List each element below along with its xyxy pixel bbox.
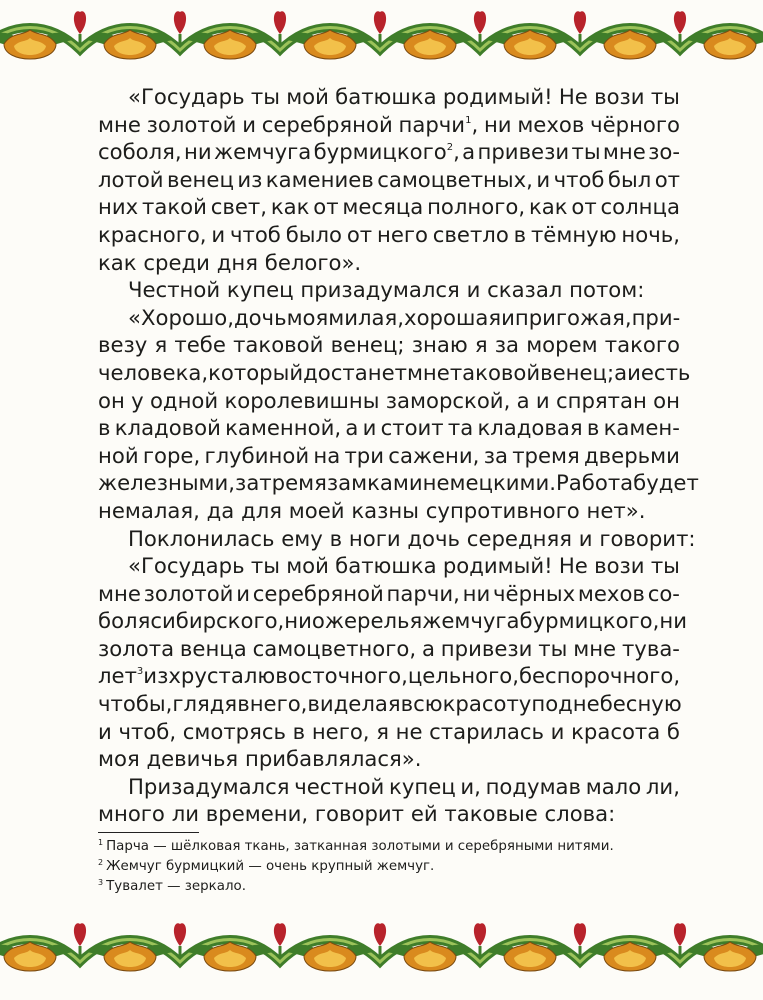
word: моя [98,746,140,772]
word: мне [602,139,646,165]
word: батюшка [335,553,437,579]
word: у [131,387,144,413]
word: за [494,332,520,358]
word: заморской, [385,387,511,413]
word: из [237,166,263,192]
word: и [466,277,481,303]
text-line [98,800,680,828]
word: жемчуга [422,608,520,634]
word: железными, [98,470,236,496]
word: камениев [265,166,374,192]
word: родимый! [442,553,553,579]
word: старилась [429,718,544,744]
word: а [421,635,435,661]
word: и [550,718,565,744]
word: него, [311,718,370,744]
footnote [98,857,678,877]
word: моей [288,497,345,523]
word: всю [400,691,443,717]
word: мне [406,359,450,385]
word: призадумался [300,277,460,303]
footnote-text: Парча — шёлковая ткань, затканная золотыми и серебряными нитями. [106,839,614,854]
word: от [571,194,597,220]
footnote-ref: 3 [136,666,144,678]
word: мехов [517,111,585,137]
text-line [98,745,680,773]
word: он [98,387,125,413]
word: казны [351,497,419,523]
word: на [313,442,341,468]
word: три [344,442,385,468]
word: чтоб [229,221,281,247]
word: Работа [556,470,634,496]
tulip-bud [374,11,386,34]
word: в [98,415,111,441]
word: есть [640,359,691,385]
word: сибирского, [150,608,285,634]
word: в [586,415,600,441]
text-line [98,221,680,249]
top-ornament-border [0,0,763,80]
tulip-bud [74,923,86,946]
word: купец [389,773,456,799]
word: родимый! [442,84,553,109]
word: серебряной [261,111,393,137]
word: венец; [330,332,405,358]
word: сажени, [388,442,480,468]
word: а [462,139,476,165]
tulip-bud [174,923,186,946]
flower-motif [286,11,386,59]
word: я [376,718,389,744]
footnote-text: Тувалет — зеркало. [106,879,246,894]
word: кладовой [114,415,221,441]
tulip-bud [174,11,186,34]
text-line [98,497,680,525]
word: знаю [411,332,468,358]
word: венец [167,166,234,192]
text-line [98,690,680,718]
text-line [98,387,680,415]
word: ты [650,84,680,109]
flower-motif [586,923,686,971]
text-line [98,552,680,580]
word: немалая, [98,497,200,523]
word: глубиной [204,442,310,468]
word: мой [286,553,329,579]
word: морем [526,332,598,358]
word: мне [98,580,141,606]
word: ни [284,608,312,634]
word: я [474,332,488,358]
word: белого». [264,249,362,275]
flower-motif [486,923,586,971]
word: а [614,359,628,385]
word: как [270,194,310,220]
word: такого [604,332,680,358]
word: красного, [98,221,207,247]
text-line [98,193,680,221]
text-line [98,414,680,442]
word: ли, [645,773,680,799]
word: дверьми [584,442,680,468]
word: вози [594,84,645,109]
word: Не [558,553,588,579]
word: а [516,387,530,413]
text-line [98,111,680,139]
word: них [98,194,139,220]
word: не [395,718,423,744]
word: солнца [600,194,680,220]
word: чтоб [553,166,605,192]
word: ты [538,635,568,661]
word: тебе [174,332,226,358]
word: будет [633,470,699,496]
tulip-bud [674,11,686,34]
word: полного, [427,194,526,220]
flower-motif [0,923,86,971]
tulip-bud [274,11,286,34]
word: венец; [540,359,615,385]
word: со- [647,580,680,606]
tulip-bud [474,11,486,34]
word: прибавлялася». [244,746,422,772]
word: пригожая, [514,304,632,330]
word: б [666,718,680,744]
word: ему [281,525,323,551]
word: ни [462,580,491,606]
word: середняя [466,525,572,551]
word: чёрных [493,580,576,606]
word: золотой [146,111,237,137]
word: как [98,249,137,275]
word: и [211,221,226,247]
footnote-number: 3 [98,878,104,887]
footnote-number: 2 [98,858,104,867]
word: ной [98,442,139,468]
footnotes [98,837,678,897]
text-line [98,525,696,553]
word: чтобы, [98,691,173,717]
word: тремя [259,470,327,496]
word: да [206,497,235,523]
word: достанет [303,359,407,385]
word: «Хорошо, [128,304,234,330]
word: тёмную [530,221,617,247]
word: восточного, [275,663,408,689]
text-line [98,773,680,801]
word: слова: [544,801,616,827]
word: смотрясь [182,718,286,744]
word: нет». [586,497,646,523]
word: подумав [485,773,582,799]
word: мало [585,773,642,799]
word: «Государь [128,84,245,109]
word: Поклонилась [128,525,275,551]
footnote [98,837,678,857]
word: ни [184,139,212,165]
word: парчи$^1$, [398,111,479,137]
word: замками [326,470,423,496]
word: ты [650,553,680,579]
word: батюшка [335,84,437,109]
text-line [98,580,680,608]
word: цельного, [407,663,519,689]
word: зо- [648,139,680,165]
word: для [241,497,283,523]
word: таковые [444,801,538,827]
word: кладовая [477,415,583,441]
word: и [535,387,550,413]
flower-motif [286,923,386,971]
word: видела [307,691,388,717]
word: и [627,359,641,385]
word: хорошая [404,304,502,330]
word: везу [98,332,148,358]
word: одной [149,387,219,413]
word: красоту [442,691,532,717]
word: месяца [342,194,424,220]
text-line [98,442,680,470]
word: потом: [569,277,645,303]
word: он [653,387,680,413]
tulip-bud [574,923,586,946]
word: и [362,415,377,441]
footnote-ref: 2 [446,142,454,154]
word: соболя, [98,139,182,165]
word: таковой [449,359,541,385]
footnote-divider [98,832,199,833]
word: спрятан [555,387,647,413]
word: каменной, [225,415,342,441]
text-line [98,304,680,332]
flower-motif [86,923,186,971]
word: Не [558,84,588,109]
word: а [345,415,359,441]
flower-motif [386,923,486,971]
word: парчи, [386,580,460,606]
word: я [154,332,168,358]
footnote-text: Жемчуг бурмицкий — очень крупный жемчуг. [106,859,435,874]
word: сказал [487,277,563,303]
word: дочь [233,304,287,330]
tulip-bud [74,11,86,34]
word: камен- [603,415,680,441]
text-line [98,607,687,635]
word: хрусталю [168,663,276,689]
word: ли [171,801,199,827]
word: беспорочного, [518,663,681,689]
word: при- [631,304,681,330]
word: королевишны [224,387,380,413]
word: самоцветных, [377,166,533,192]
flower-motif [86,11,186,59]
text-line [98,166,680,194]
word: мой [286,84,329,109]
word: лет$^3$ [98,663,144,689]
footnote-ref: 1 [465,114,472,126]
word: золота [98,635,175,661]
tulip-bud [574,11,586,34]
word: та [447,415,474,441]
word: мне [98,111,141,137]
word: бурмицкого$^2$, [313,139,460,165]
word: милая, [328,304,405,330]
bottom-ornament-border [0,912,763,992]
word: супротивного [425,497,580,523]
word: горе, [142,442,201,468]
word: ты [571,139,601,165]
word: венца [179,635,247,661]
flower-motif [0,11,86,59]
word: глядя [172,691,238,717]
word: стоит [380,415,444,441]
text-line [98,138,680,166]
word: свет, [210,194,267,220]
word: времени, [205,801,309,827]
flower-motif [386,11,486,59]
text-line [98,469,699,497]
word: боля [98,608,151,634]
flower-motif [686,11,763,59]
word: честной [294,773,385,799]
word: тремя [512,442,580,468]
word: чтоб, [118,718,177,744]
word: жемчуга [213,139,312,165]
word: ей [410,801,438,827]
word: от [313,194,339,220]
word: золотой [143,580,234,606]
word: ни [659,608,687,634]
word: за [235,470,260,496]
word: мехов [577,580,645,606]
text-line [98,635,680,663]
word: и [578,525,593,551]
word: говорит: [599,525,696,551]
word: ноги [348,525,401,551]
word: ожерелья [311,608,423,634]
word: ни [483,111,512,137]
word: такой [142,194,207,220]
word: говорит [314,801,405,827]
word: него, [249,691,308,717]
text-line [98,249,680,277]
word: него [376,221,428,247]
word: привези [477,139,570,165]
word: и [536,166,551,192]
word: Честной [128,277,221,303]
word: и [242,111,256,137]
word: и, [460,773,481,799]
text-line [98,718,680,746]
word: был [607,166,652,192]
word: много [98,801,165,827]
word: моя [286,304,329,330]
flower-motif [686,923,763,971]
word: мне [573,635,617,661]
word: Призадумался [128,773,290,799]
word: светло [432,221,509,247]
flower-motif [586,11,686,59]
word: в [237,691,250,717]
word: немецкими. [422,470,557,496]
word: и [98,718,112,744]
word: привези [440,635,533,661]
word: поднебесную [531,691,682,717]
word: вози [594,553,645,579]
word: дня [216,249,258,275]
text-line [98,331,680,359]
word: за [483,442,508,468]
tulip-bud [674,923,686,946]
text-line [98,83,680,111]
story-text [98,83,699,828]
text-line [98,662,680,690]
word: и [236,580,250,606]
word: как [528,194,568,220]
tulip-bud [274,923,286,946]
word: в [292,718,306,744]
flower-motif [186,923,286,971]
footnote [98,877,678,897]
word: бурмицкого, [519,608,660,634]
text-line [98,359,691,387]
word: ты [250,84,280,109]
word: в [513,221,527,247]
word: «Государь [128,553,245,579]
word: самоцветного, [252,635,417,661]
word: от [654,166,680,192]
word: таковой [233,332,324,358]
word: чёрного [590,111,680,137]
word: лотой [98,166,164,192]
footnote-number: 1 [98,838,104,847]
word: было [285,221,342,247]
word: и [501,304,515,330]
text-line [98,276,680,304]
word: я [387,691,401,717]
word: среди [143,249,210,275]
word: человека, [98,359,209,385]
word: из [143,663,169,689]
tulip-bud [474,923,486,946]
word: красота [571,718,661,744]
flower-motif [186,11,286,59]
word: девичья [146,746,239,772]
word: от [346,221,373,247]
flower-motif [486,11,586,59]
word: ты [250,553,280,579]
word: купец [226,277,294,303]
word: серебряной [252,580,384,606]
tulip-bud [374,923,386,946]
word: в [329,525,343,551]
word: дочь [407,525,461,551]
word: ночь, [621,221,680,247]
word: который [208,359,304,385]
word: тува- [621,635,680,661]
